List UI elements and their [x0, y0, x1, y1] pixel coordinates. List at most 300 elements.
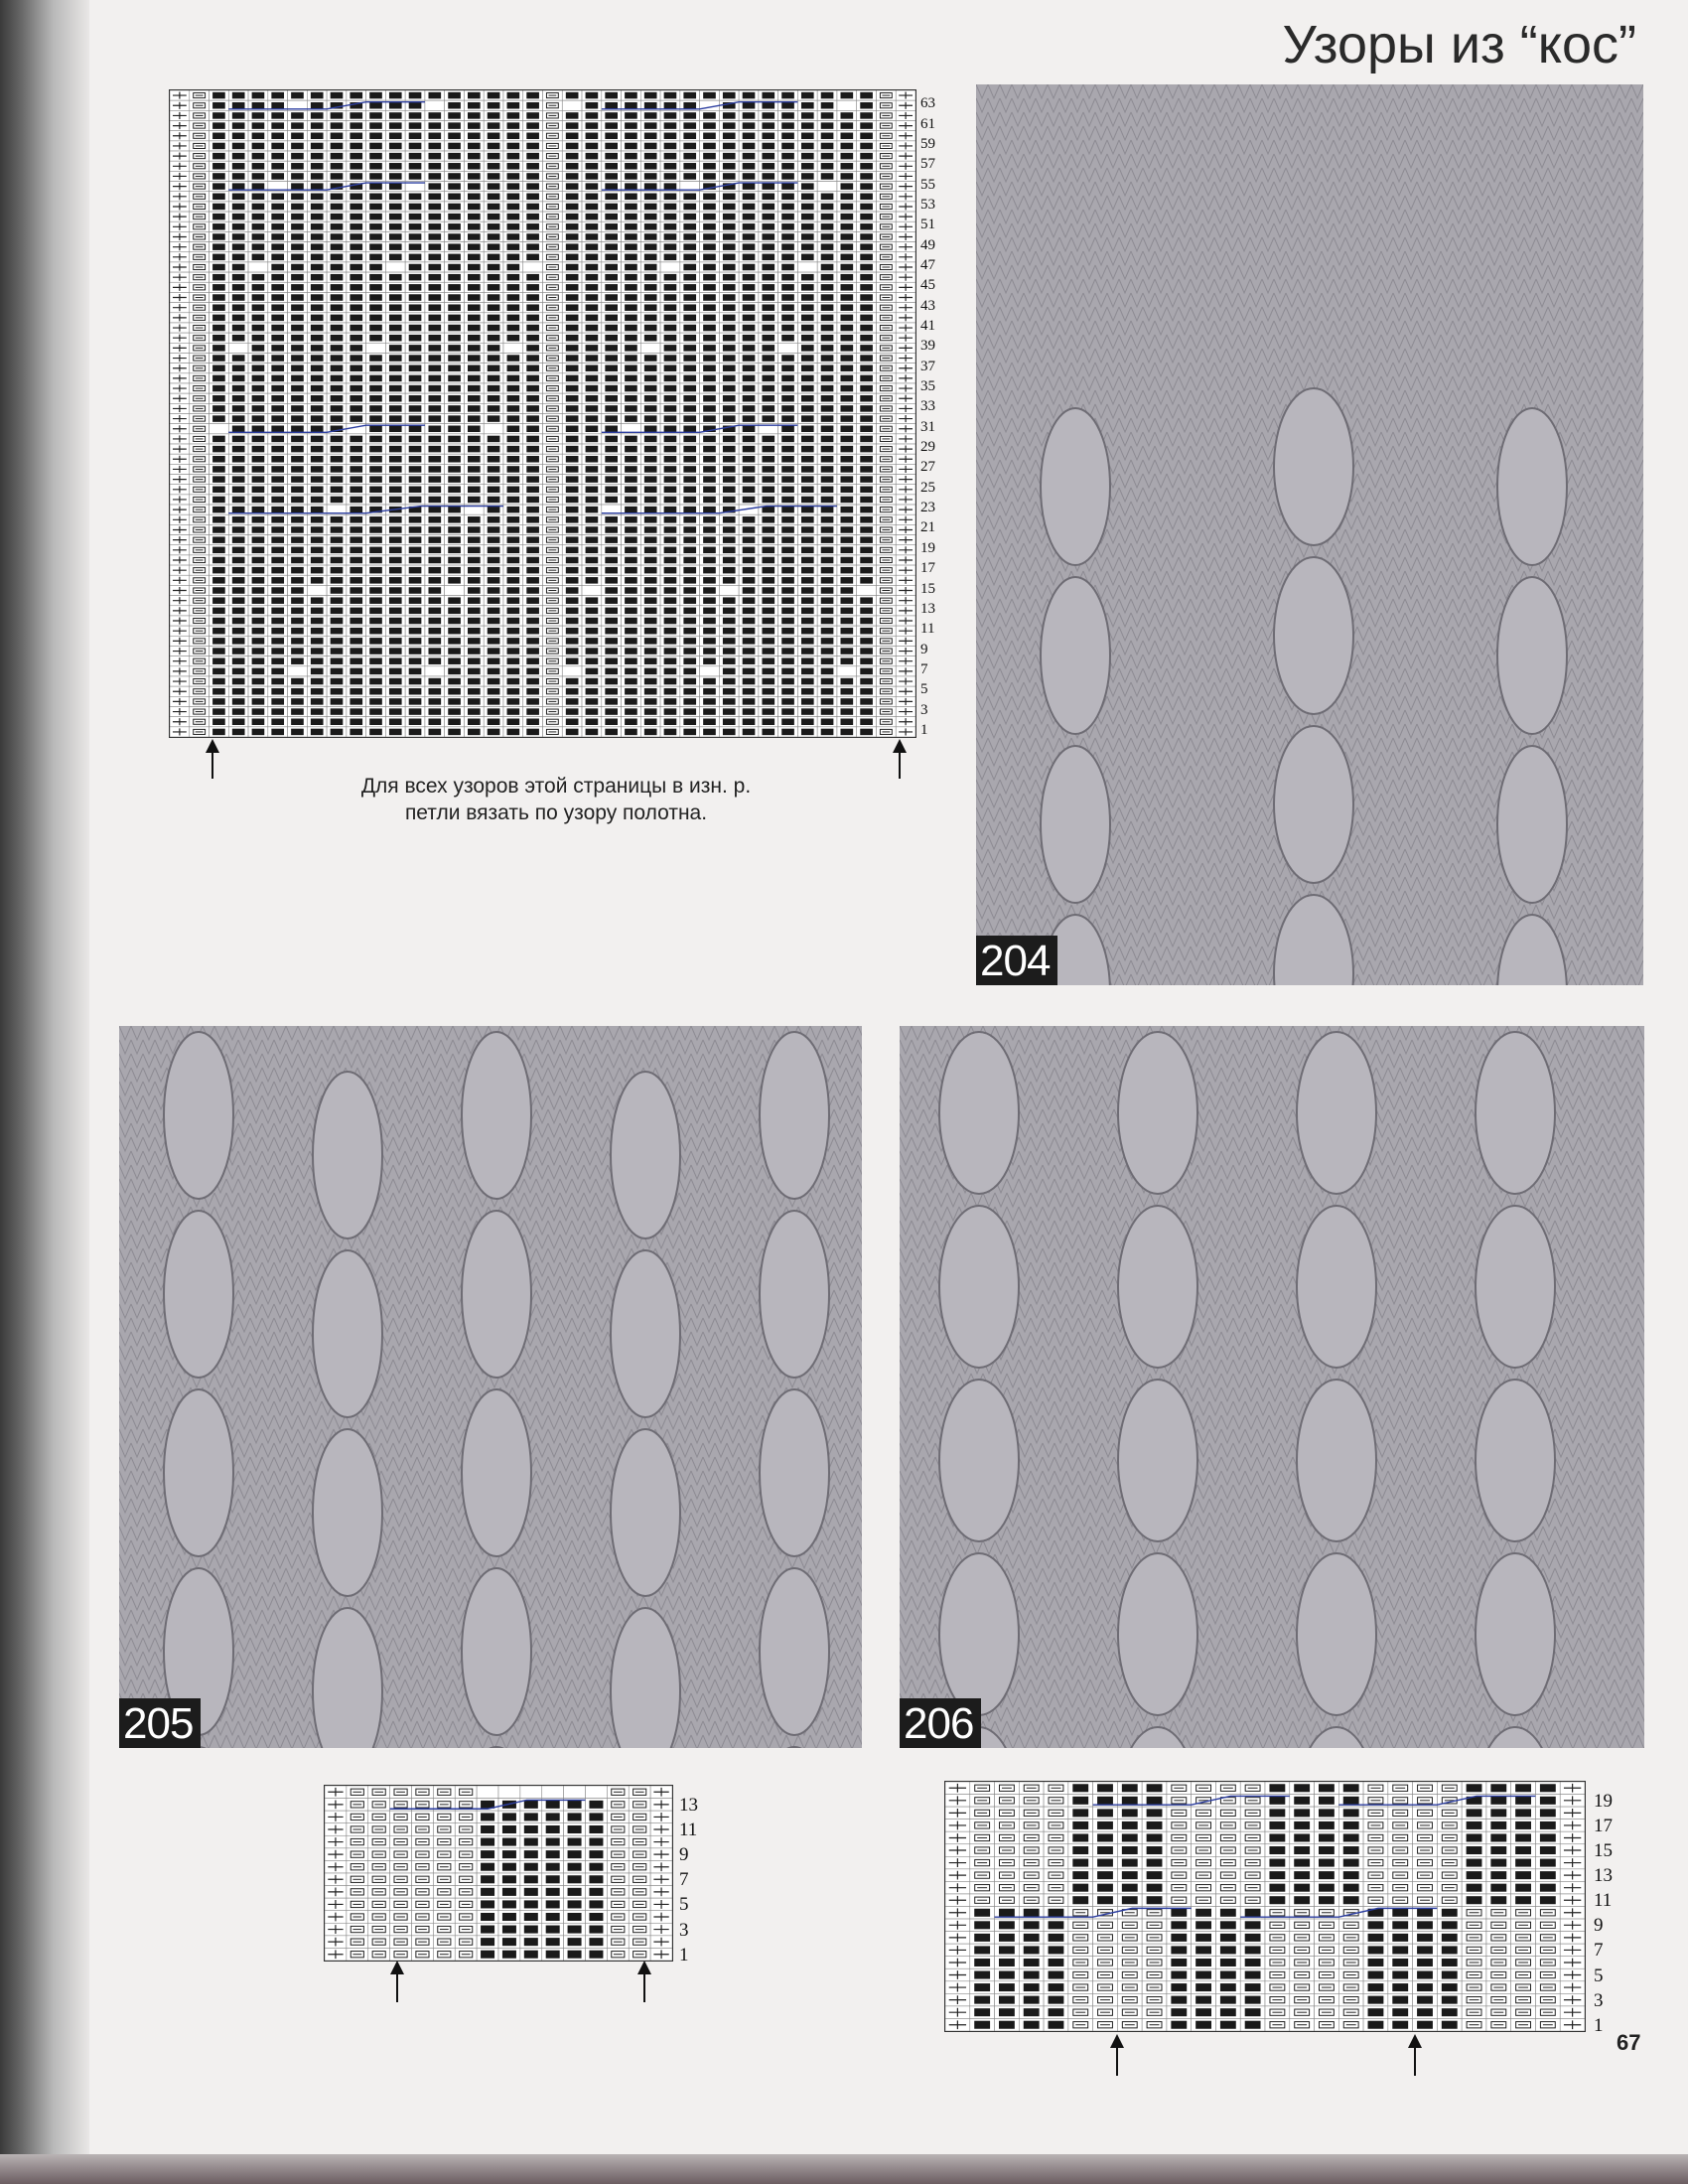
- knit-stitch-symbol: [350, 415, 362, 422]
- knit-stitch-symbol: [781, 304, 794, 311]
- knit-stitch-symbol: [389, 405, 402, 412]
- knit-stitch-symbol: [625, 516, 637, 523]
- knit-stitch-symbol: [723, 597, 736, 604]
- knit-stitch-symbol: [409, 375, 422, 382]
- knit-stitch-symbol: [526, 183, 539, 190]
- cable-twist: [1118, 1032, 1197, 1194]
- cable-twist: [1118, 1380, 1197, 1541]
- instructions-note: Для всех узоров этой страницы в изн. р. петли вязать по узору полотна.: [360, 775, 752, 824]
- knit-stitch-symbol: [212, 364, 225, 371]
- chart-cell: [366, 343, 386, 353]
- knit-stitch-symbol: [762, 456, 774, 463]
- knit-stitch-symbol: [703, 526, 716, 533]
- knit-stitch-symbol: [644, 526, 657, 533]
- knit-stitch-symbol: [331, 678, 344, 685]
- knit-stitch-symbol: [703, 415, 716, 422]
- knit-stitch-symbol: [311, 183, 324, 190]
- knit-stitch-symbol: [331, 597, 344, 604]
- knit-stitch-symbol: [841, 698, 854, 705]
- knit-stitch-symbol: [801, 183, 814, 190]
- chart-205: [324, 1785, 673, 1962]
- knit-stitch-symbol: [743, 133, 756, 140]
- knit-stitch-symbol: [468, 547, 481, 554]
- knit-stitch-symbol: [762, 476, 774, 483]
- knit-stitch-symbol: [488, 204, 500, 211]
- knit-stitch-symbol: [821, 163, 834, 170]
- knit-stitch-symbol: [605, 304, 618, 311]
- knit-stitch-symbol: [743, 536, 756, 543]
- knit-stitch-symbol: [507, 657, 520, 664]
- knit-stitch-symbol: [271, 214, 284, 220]
- knit-stitch-symbol: [448, 688, 461, 695]
- knit-stitch-symbol: [860, 638, 873, 645]
- knit-stitch-symbol: [409, 415, 422, 422]
- knit-stitch-symbol: [703, 173, 716, 180]
- knit-stitch-symbol: [369, 183, 382, 190]
- knit-stitch-symbol: [683, 405, 696, 412]
- knit-stitch-symbol: [389, 577, 402, 584]
- knit-stitch-symbol: [291, 274, 304, 281]
- knit-stitch-symbol: [821, 274, 834, 281]
- knit-stitch-symbol: [448, 112, 461, 119]
- knit-stitch-symbol: [389, 163, 402, 170]
- knit-stitch-symbol: [331, 204, 344, 211]
- knit-stitch-symbol: [605, 557, 618, 564]
- cable-twist: [939, 1380, 1019, 1541]
- knit-stitch-symbol: [232, 487, 245, 494]
- knit-stitch-symbol: [291, 315, 304, 322]
- knit-stitch-symbol: [271, 456, 284, 463]
- knit-stitch-symbol: [468, 223, 481, 230]
- knit-stitch-symbol: [428, 364, 441, 371]
- knit-stitch-symbol: [232, 456, 245, 463]
- knit-stitch-symbol: [468, 567, 481, 574]
- knit-stitch-symbol: [311, 426, 324, 433]
- knit-stitch-symbol: [841, 294, 854, 301]
- knit-stitch-symbol: [291, 426, 304, 433]
- knit-stitch-symbol: [586, 446, 599, 453]
- knit-stitch-symbol: [369, 638, 382, 645]
- knit-stitch-symbol: [566, 597, 579, 604]
- cable-twist: [1041, 408, 1110, 565]
- knit-stitch-symbol: [860, 446, 873, 453]
- knit-stitch-symbol: [664, 638, 677, 645]
- knit-stitch-symbol: [212, 133, 225, 140]
- knit-stitch-symbol: [252, 547, 265, 554]
- knit-stitch-symbol: [389, 294, 402, 301]
- knit-stitch-symbol: [644, 153, 657, 160]
- knit-stitch-symbol: [625, 183, 637, 190]
- knit-stitch-symbol: [860, 173, 873, 180]
- knit-stitch-symbol: [271, 547, 284, 554]
- knit-stitch-symbol: [801, 335, 814, 342]
- knit-stitch-symbol: [212, 294, 225, 301]
- knit-stitch-symbol: [252, 284, 265, 291]
- knit-stitch-symbol: [526, 497, 539, 504]
- knit-stitch-symbol: [448, 567, 461, 574]
- knit-stitch-symbol: [723, 638, 736, 645]
- knit-stitch-symbol: [743, 415, 756, 422]
- knit-stitch-symbol: [723, 657, 736, 664]
- knit-stitch-symbol: [389, 254, 402, 261]
- knit-stitch-symbol: [723, 487, 736, 494]
- knit-stitch-symbol: [644, 102, 657, 109]
- knit-stitch-symbol: [212, 618, 225, 625]
- knit-stitch-symbol: [664, 243, 677, 250]
- knit-stitch-symbol: [566, 163, 579, 170]
- knit-stitch-symbol: [762, 577, 774, 584]
- knit-stitch-symbol: [683, 315, 696, 322]
- knit-stitch-symbol: [841, 405, 854, 412]
- knit-stitch-symbol: [566, 476, 579, 483]
- knit-stitch-symbol: [821, 364, 834, 371]
- knit-stitch-symbol: [566, 153, 579, 160]
- knit-stitch-symbol: [448, 557, 461, 564]
- knit-stitch-symbol: [507, 183, 520, 190]
- knit-stitch-symbol: [566, 92, 579, 99]
- knit-stitch-symbol: [468, 102, 481, 109]
- knit-stitch-symbol: [644, 678, 657, 685]
- knit-stitch-symbol: [644, 355, 657, 362]
- knit-stitch-symbol: [507, 567, 520, 574]
- knit-stitch-symbol: [350, 112, 362, 119]
- row-number: 35: [920, 378, 935, 395]
- knit-stitch-symbol: [311, 163, 324, 170]
- knit-stitch-symbol: [566, 436, 579, 443]
- knit-stitch-symbol: [743, 233, 756, 240]
- knit-stitch-symbol: [566, 284, 579, 291]
- knit-stitch-symbol: [801, 577, 814, 584]
- knit-stitch-symbol: [232, 708, 245, 715]
- knit-stitch-symbol: [291, 364, 304, 371]
- knit-stitch-symbol: [389, 122, 402, 129]
- knit-stitch-symbol: [781, 325, 794, 332]
- knit-stitch-symbol: [468, 304, 481, 311]
- knit-stitch-symbol: [350, 577, 362, 584]
- knit-stitch-symbol: [212, 264, 225, 271]
- knit-stitch-symbol: [683, 345, 696, 352]
- knit-stitch-symbol: [311, 415, 324, 422]
- chart-cell: [817, 182, 837, 192]
- knit-stitch-symbol: [841, 618, 854, 625]
- knit-stitch-symbol: [605, 112, 618, 119]
- knit-stitch-symbol: [566, 547, 579, 554]
- knit-stitch-symbol: [605, 133, 618, 140]
- row-number: 21: [920, 519, 935, 536]
- knit-stitch-symbol: [212, 284, 225, 291]
- knit-stitch-symbol: [801, 143, 814, 150]
- knit-stitch-symbol: [566, 183, 579, 190]
- knit-stitch-symbol: [781, 385, 794, 392]
- knit-stitch-symbol: [468, 608, 481, 615]
- knit-stitch-symbol: [703, 133, 716, 140]
- knit-stitch-symbol: [781, 487, 794, 494]
- knit-stitch-symbol: [331, 415, 344, 422]
- knit-stitch-symbol: [801, 557, 814, 564]
- chart-cell: [425, 666, 445, 676]
- knit-stitch-symbol: [350, 173, 362, 180]
- knit-stitch-symbol: [488, 567, 500, 574]
- knit-stitch-symbol: [212, 214, 225, 220]
- knit-stitch-symbol: [369, 657, 382, 664]
- knit-stitch-symbol: [428, 304, 441, 311]
- knit-stitch-symbol: [723, 577, 736, 584]
- knit-stitch-symbol: [488, 315, 500, 322]
- knit-stitch-symbol: [723, 163, 736, 170]
- knit-stitch-symbol: [526, 446, 539, 453]
- knit-stitch-symbol: [369, 597, 382, 604]
- chart-cell: [210, 424, 229, 434]
- knit-stitch-symbol: [331, 618, 344, 625]
- knit-stitch-symbol: [232, 536, 245, 543]
- knit-stitch-symbol: [331, 335, 344, 342]
- knit-stitch-symbol: [664, 708, 677, 715]
- chart-cell: [562, 100, 582, 110]
- knit-stitch-symbol: [586, 194, 599, 201]
- knit-stitch-symbol: [369, 577, 382, 584]
- knit-stitch-symbol: [723, 194, 736, 201]
- knit-stitch-symbol: [821, 355, 834, 362]
- knit-stitch-symbol: [644, 375, 657, 382]
- knit-stitch-symbol: [625, 536, 637, 543]
- cable-twist: [939, 1032, 1019, 1194]
- knit-stitch-symbol: [644, 567, 657, 574]
- knit-stitch-symbol: [781, 638, 794, 645]
- knit-stitch-symbol: [762, 547, 774, 554]
- knit-stitch-symbol: [428, 122, 441, 129]
- knit-stitch-symbol: [291, 294, 304, 301]
- knit-stitch-symbol: [781, 668, 794, 675]
- knit-stitch-symbol: [428, 426, 441, 433]
- knit-stitch-symbol: [468, 577, 481, 584]
- knit-stitch-symbol: [703, 194, 716, 201]
- knit-stitch-symbol: [311, 547, 324, 554]
- knit-stitch-symbol: [762, 638, 774, 645]
- knit-stitch-symbol: [586, 698, 599, 705]
- cable-twist: [164, 1032, 233, 1199]
- cable-twist: [760, 1389, 829, 1556]
- knit-stitch-symbol: [801, 243, 814, 250]
- knit-stitch-symbol: [428, 223, 441, 230]
- knit-stitch-symbol: [703, 446, 716, 453]
- knit-stitch-symbol: [232, 678, 245, 685]
- knit-stitch-symbol: [841, 173, 854, 180]
- knit-stitch-symbol: [723, 648, 736, 655]
- knit-stitch-symbol: [350, 325, 362, 332]
- knit-stitch-symbol: [311, 608, 324, 615]
- knit-stitch-symbol: [350, 567, 362, 574]
- knit-stitch-symbol: [331, 274, 344, 281]
- knit-stitch-symbol: [860, 133, 873, 140]
- knit-stitch-symbol: [821, 718, 834, 725]
- knit-stitch-symbol: [566, 688, 579, 695]
- knit-stitch-symbol: [369, 536, 382, 543]
- knit-stitch-symbol: [781, 163, 794, 170]
- knit-stitch-symbol: [566, 325, 579, 332]
- knit-stitch-symbol: [586, 173, 599, 180]
- knit-stitch-symbol: [468, 294, 481, 301]
- knit-stitch-symbol: [428, 375, 441, 382]
- knit-stitch-symbol: [625, 122, 637, 129]
- knit-stitch-symbol: [311, 456, 324, 463]
- row-number: 47: [920, 257, 935, 273]
- knit-stitch-symbol: [507, 587, 520, 594]
- knit-stitch-symbol: [389, 526, 402, 533]
- knit-stitch-symbol: [468, 698, 481, 705]
- knit-stitch-symbol: [644, 547, 657, 554]
- knit-stitch-symbol: [409, 194, 422, 201]
- knit-stitch-symbol: [703, 536, 716, 543]
- knit-stitch-symbol: [428, 708, 441, 715]
- knit-stitch-symbol: [605, 274, 618, 281]
- knit-stitch-symbol: [428, 405, 441, 412]
- knit-stitch-symbol: [664, 729, 677, 736]
- knit-stitch-symbol: [526, 436, 539, 443]
- knit-stitch-symbol: [723, 243, 736, 250]
- knit-stitch-symbol: [488, 476, 500, 483]
- knit-stitch-symbol: [311, 355, 324, 362]
- row-number: 57: [920, 156, 935, 173]
- knit-stitch-symbol: [703, 204, 716, 211]
- knit-stitch-symbol: [703, 315, 716, 322]
- knit-stitch-symbol: [801, 678, 814, 685]
- knit-stitch-symbol: [664, 587, 677, 594]
- knit-stitch-symbol: [252, 718, 265, 725]
- knit-stitch-symbol: [566, 466, 579, 473]
- knit-stitch-symbol: [507, 628, 520, 635]
- knit-stitch-symbol: [526, 375, 539, 382]
- knit-stitch-symbol: [409, 345, 422, 352]
- knit-stitch-symbol: [409, 497, 422, 504]
- knit-stitch-symbol: [369, 618, 382, 625]
- knit-stitch-symbol: [586, 163, 599, 170]
- knit-stitch-symbol: [801, 304, 814, 311]
- knit-stitch-symbol: [841, 163, 854, 170]
- knit-stitch-symbol: [311, 557, 324, 564]
- knit-stitch-symbol: [625, 405, 637, 412]
- knit-stitch-symbol: [311, 526, 324, 533]
- knit-stitch-symbol: [232, 194, 245, 201]
- knit-stitch-symbol: [526, 233, 539, 240]
- knit-stitch-symbol: [488, 526, 500, 533]
- knit-stitch-symbol: [232, 153, 245, 160]
- knit-stitch-symbol: [350, 597, 362, 604]
- knit-stitch-symbol: [801, 194, 814, 201]
- knit-stitch-symbol: [625, 487, 637, 494]
- knit-stitch-symbol: [841, 426, 854, 433]
- knit-stitch-symbol: [369, 204, 382, 211]
- knit-stitch-symbol: [488, 243, 500, 250]
- knit-stitch-symbol: [566, 355, 579, 362]
- knit-stitch-symbol: [291, 153, 304, 160]
- knit-stitch-symbol: [821, 325, 834, 332]
- knit-stitch-symbol: [526, 648, 539, 655]
- knit-stitch-symbol: [644, 284, 657, 291]
- knit-stitch-symbol: [664, 516, 677, 523]
- knit-stitch-symbol: [252, 536, 265, 543]
- knit-stitch-symbol: [664, 133, 677, 140]
- knit-stitch-symbol: [683, 638, 696, 645]
- knit-stitch-symbol: [271, 698, 284, 705]
- knit-stitch-symbol: [232, 183, 245, 190]
- knit-stitch-symbol: [683, 294, 696, 301]
- knit-stitch-symbol: [468, 405, 481, 412]
- knit-stitch-symbol: [625, 194, 637, 201]
- knit-stitch-symbol: [389, 587, 402, 594]
- knit-stitch-symbol: [271, 223, 284, 230]
- knit-stitch-symbol: [507, 446, 520, 453]
- knit-stitch-symbol: [586, 628, 599, 635]
- chart-cell: [837, 100, 857, 110]
- knit-stitch-symbol: [428, 698, 441, 705]
- knit-stitch-symbol: [625, 163, 637, 170]
- knit-stitch-symbol: [232, 507, 245, 513]
- cable-twist: [1297, 1553, 1376, 1715]
- knit-stitch-symbol: [526, 133, 539, 140]
- knit-stitch-symbol: [291, 92, 304, 99]
- knit-stitch-symbol: [389, 547, 402, 554]
- knit-stitch-symbol: [488, 112, 500, 119]
- knit-stitch-symbol: [821, 233, 834, 240]
- knit-stitch-symbol: [762, 294, 774, 301]
- knit-stitch-symbol: [566, 497, 579, 504]
- knit-stitch-symbol: [703, 243, 716, 250]
- knit-stitch-symbol: [723, 122, 736, 129]
- knit-stitch-symbol: [781, 476, 794, 483]
- knit-stitch-symbol: [586, 92, 599, 99]
- knit-stitch-symbol: [311, 315, 324, 322]
- knit-stitch-symbol: [311, 436, 324, 443]
- knit-stitch-symbol: [644, 364, 657, 371]
- knit-stitch-symbol: [468, 708, 481, 715]
- knit-stitch-symbol: [507, 395, 520, 402]
- knit-stitch-symbol: [801, 284, 814, 291]
- knit-stitch-symbol: [762, 536, 774, 543]
- knit-stitch-symbol: [409, 153, 422, 160]
- knit-stitch-symbol: [252, 628, 265, 635]
- knit-stitch-symbol: [605, 618, 618, 625]
- knit-stitch-symbol: [350, 466, 362, 473]
- knit-stitch-symbol: [488, 708, 500, 715]
- knit-stitch-symbol: [291, 345, 304, 352]
- knit-stitch-symbol: [331, 516, 344, 523]
- knit-stitch-symbol: [507, 487, 520, 494]
- knit-stitch-symbol: [331, 446, 344, 453]
- knit-stitch-symbol: [664, 608, 677, 615]
- knit-stitch-symbol: [507, 143, 520, 150]
- knit-stitch-symbol: [369, 143, 382, 150]
- knit-stitch-symbol: [762, 325, 774, 332]
- photo-pattern-205: [119, 1026, 862, 1748]
- knit-stitch-symbol: [252, 364, 265, 371]
- knit-stitch-symbol: [625, 355, 637, 362]
- knit-stitch-symbol: [311, 325, 324, 332]
- knit-stitch-symbol: [252, 446, 265, 453]
- knit-stitch-symbol: [664, 294, 677, 301]
- knit-stitch-symbol: [448, 163, 461, 170]
- knit-stitch-symbol: [625, 597, 637, 604]
- knit-stitch-symbol: [860, 163, 873, 170]
- chart-cell: [520, 1786, 542, 1799]
- knit-stitch-symbol: [291, 325, 304, 332]
- knit-stitch-symbol: [723, 557, 736, 564]
- knit-stitch-symbol: [605, 648, 618, 655]
- knit-stitch-symbol: [723, 608, 736, 615]
- knit-stitch-symbol: [232, 385, 245, 392]
- chart-cell: [445, 585, 465, 595]
- knit-stitch-symbol: [683, 618, 696, 625]
- knit-stitch-symbol: [644, 315, 657, 322]
